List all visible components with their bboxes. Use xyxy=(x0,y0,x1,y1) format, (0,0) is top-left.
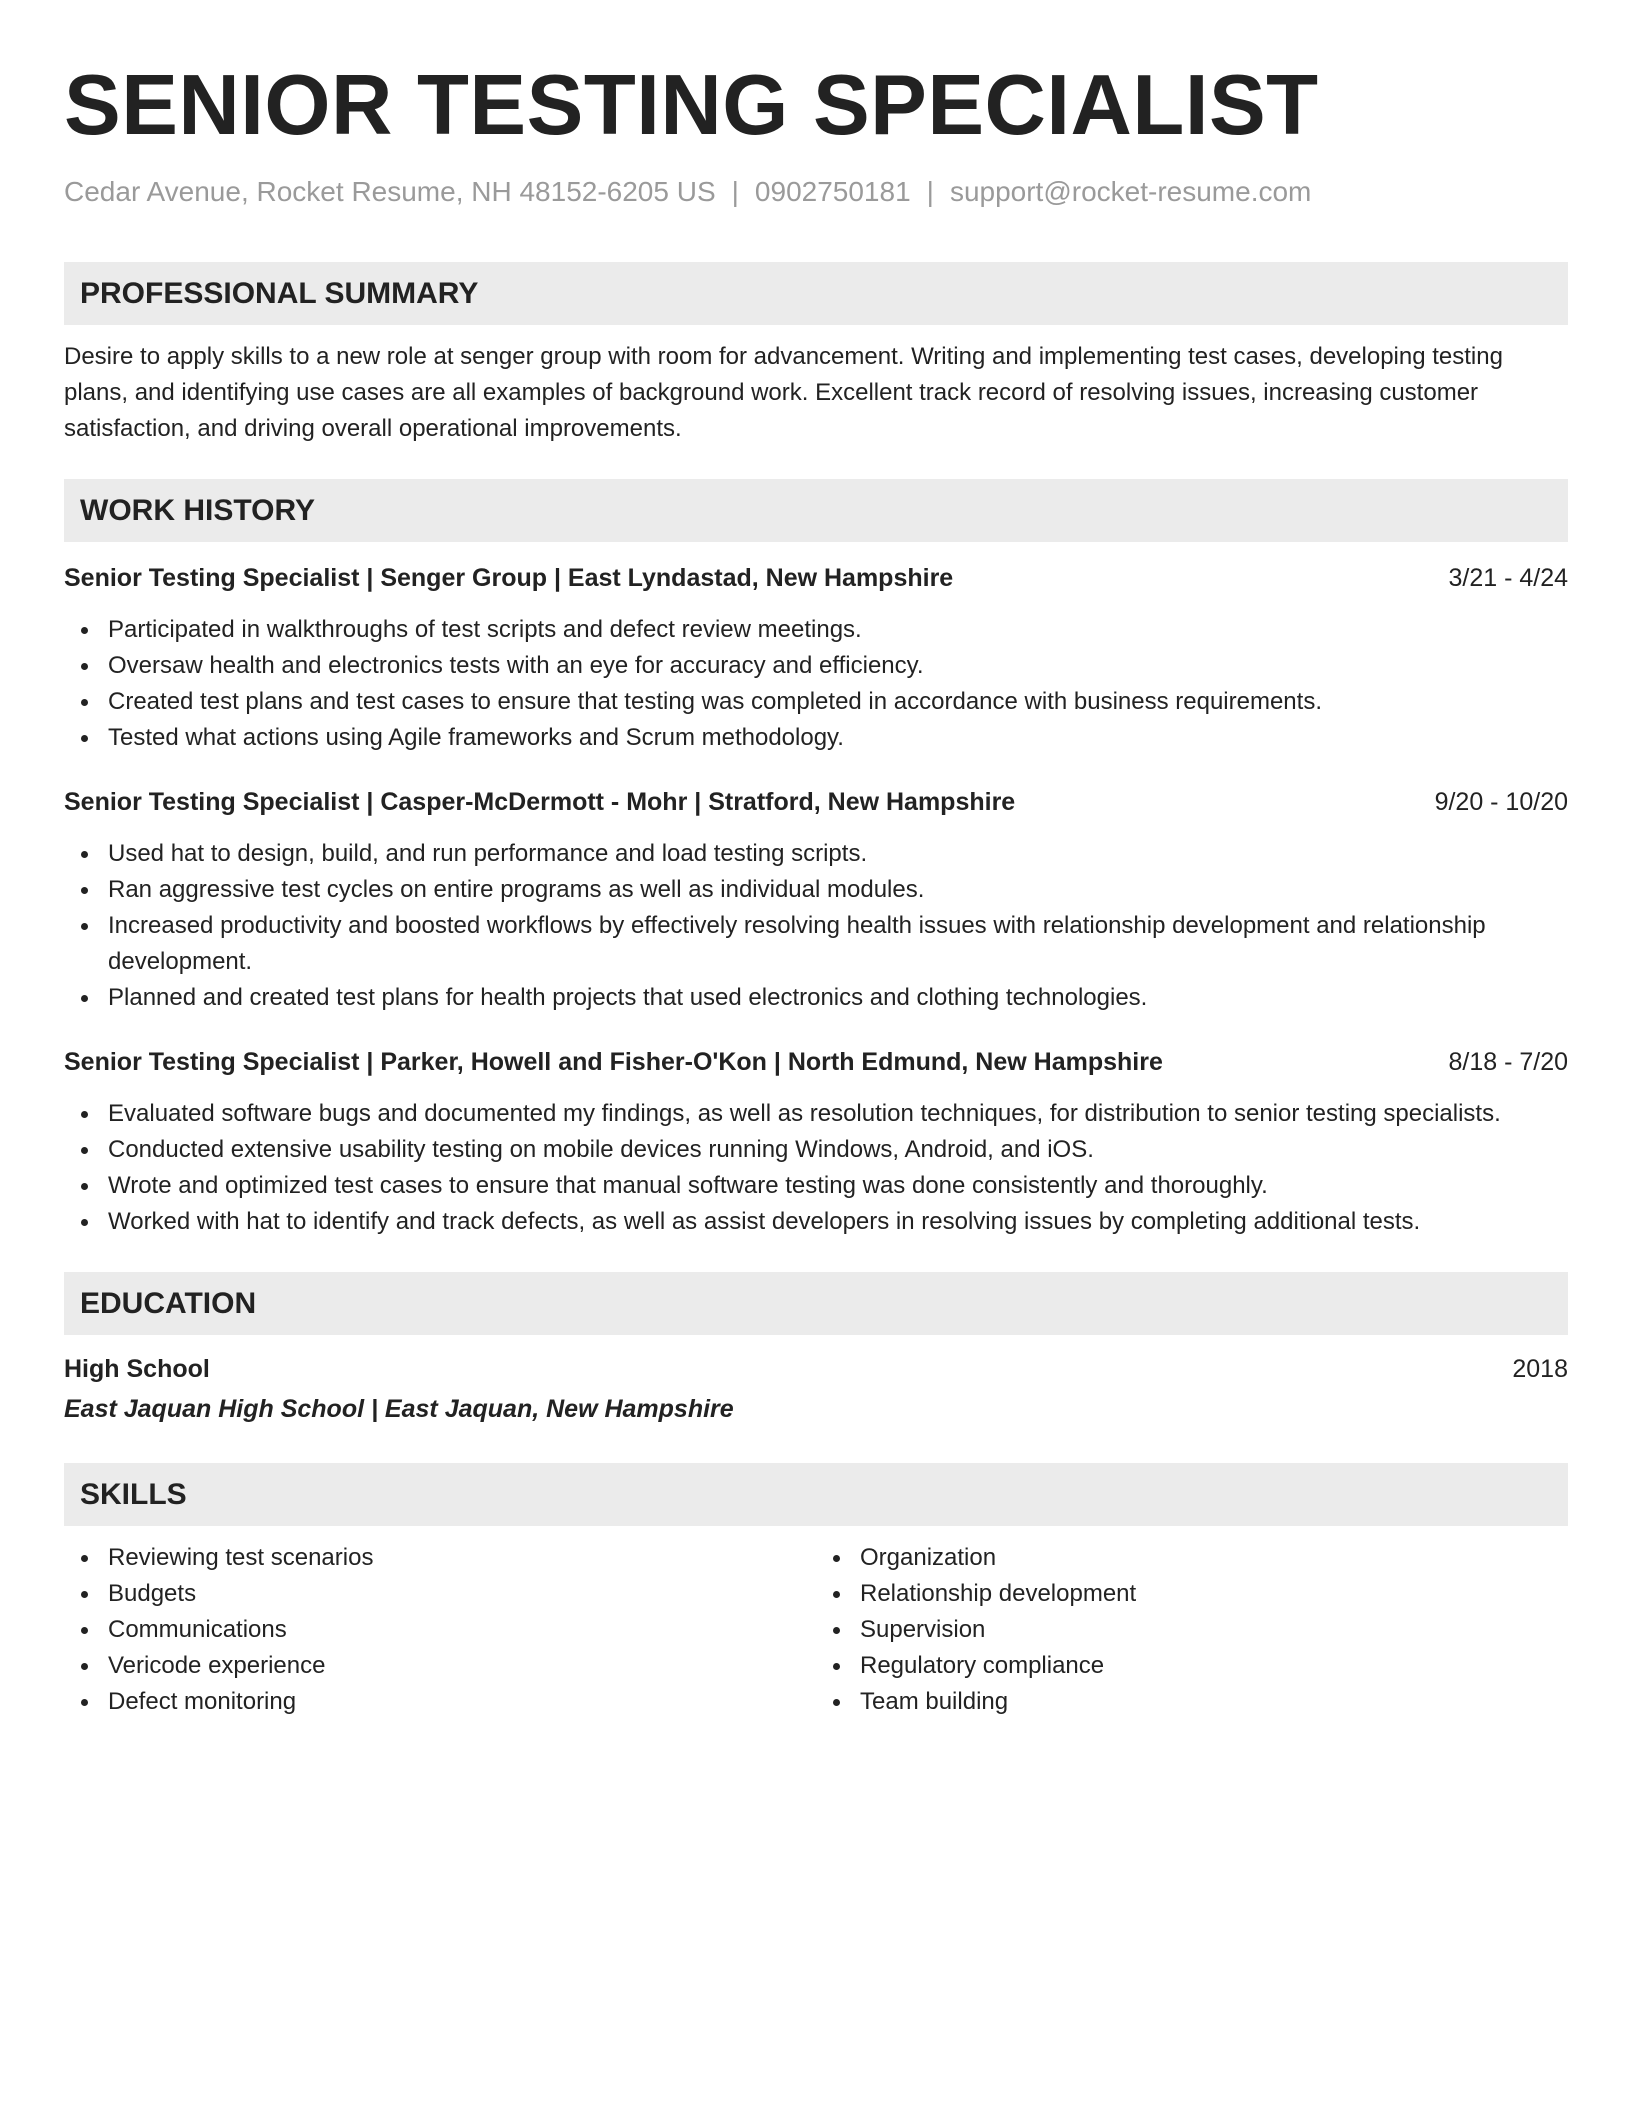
job-bullet: Created test plans and test cases to ensure that testing was completed in accordance with business requirements. xyxy=(64,684,1568,720)
job-bullet: Evaluated software bugs and documented my findings, as well as resolution techniques, for distribution to senior testing specialists. xyxy=(64,1096,1568,1132)
contact-phone: 0902750181 xyxy=(754,176,911,207)
section-header-work-history: WORK HISTORY xyxy=(64,479,1568,542)
education-degree: High School xyxy=(64,1355,210,1383)
skill-item: Budgets xyxy=(64,1576,816,1612)
job-entry xyxy=(64,560,1568,756)
contact-address: Cedar Avenue, Rocket Resume, NH 48152-6205 US xyxy=(64,176,716,207)
job-bullet: Wrote and optimized test cases to ensure that manual software testing was done consistently and thoroughly. xyxy=(64,1168,1568,1204)
job-bullets xyxy=(64,612,1568,756)
job-bullet: Tested what actions using Agile frameworks and Scrum methodology. xyxy=(64,720,1568,756)
education-school: East Jaquan High School | East Jaquan, New Hampshire xyxy=(64,1395,734,1423)
skills-column-right xyxy=(816,1540,1568,1720)
skill-item: Supervision xyxy=(816,1612,1568,1648)
skill-item: Defect monitoring xyxy=(64,1684,816,1720)
job-bullet: Planned and created test plans for health projects that used electronics and clothing technologies. xyxy=(64,980,1568,1016)
education-year: 2018 xyxy=(1512,1355,1568,1383)
section-header-skills: SKILLS xyxy=(64,1463,1568,1526)
contact-separator: | xyxy=(926,176,934,207)
job-heading-row xyxy=(64,784,1568,820)
skills-list xyxy=(816,1540,1568,1720)
job-bullets xyxy=(64,836,1568,1016)
job-bullet: Worked with hat to identify and track defects, as well as assist developers in resolving issues by completing additional tests. xyxy=(64,1204,1568,1240)
skills-list xyxy=(64,1540,816,1720)
section-header-summary: PROFESSIONAL SUMMARY xyxy=(64,262,1568,325)
job-heading-row xyxy=(64,1044,1568,1080)
job-dates: 9/20 - 10/20 xyxy=(1434,788,1568,816)
job-bullet: Participated in walkthroughs of test scripts and defect review meetings. xyxy=(64,612,1568,648)
summary-text: Desire to apply skills to a new role at senger group with room for advancement. Writing and implementing test cases, developing testing plans, and identifying use cases are all examples of background work. Excellent track record of resolving issues, increasing customer satisfaction, and driving overall operational improvements. xyxy=(64,343,1503,442)
skills-columns xyxy=(64,1540,1568,1720)
job-entry xyxy=(64,1044,1568,1240)
contact-separator: | xyxy=(731,176,739,207)
contact-line xyxy=(64,174,1568,210)
job-heading: Senior Testing Specialist | Parker, Howell and Fisher-O'Kon | North Edmund, New Hampshire xyxy=(64,1048,1163,1076)
skill-item: Regulatory compliance xyxy=(816,1648,1568,1684)
job-bullet: Conducted extensive usability testing on mobile devices running Windows, Android, and iOS. xyxy=(64,1132,1568,1168)
skill-item: Reviewing test scenarios xyxy=(64,1540,816,1576)
skills-column-left xyxy=(64,1540,816,1720)
skill-item: Communications xyxy=(64,1612,816,1648)
contact-email: support@rocket-resume.com xyxy=(949,176,1312,207)
job-heading: Senior Testing Specialist | Casper-McDermott - Mohr | Stratford, New Hampshire xyxy=(64,788,1016,816)
candidate-name: SENIOR TESTING SPECIALIST xyxy=(64,58,1319,153)
education-row xyxy=(64,1351,1568,1387)
job-bullet: Increased productivity and boosted workflows by effectively resolving health issues with relationship development and relationship development. xyxy=(64,908,1568,980)
job-dates: 8/18 - 7/20 xyxy=(1448,1048,1568,1076)
skill-item: Relationship development xyxy=(816,1576,1568,1612)
skill-item: Team building xyxy=(816,1684,1568,1720)
job-dates: 3/21 - 4/24 xyxy=(1448,564,1568,592)
section-header-education: EDUCATION xyxy=(64,1272,1568,1335)
job-bullet: Oversaw health and electronics tests with an eye for accuracy and efficiency. xyxy=(64,648,1568,684)
job-bullet: Ran aggressive test cycles on entire programs as well as individual modules. xyxy=(64,872,1568,908)
skill-item: Vericode experience xyxy=(64,1648,816,1684)
job-bullet: Used hat to design, build, and run performance and load testing scripts. xyxy=(64,836,1568,872)
job-heading-row xyxy=(64,560,1568,596)
job-entry xyxy=(64,784,1568,1016)
skill-item: Organization xyxy=(816,1540,1568,1576)
job-bullets xyxy=(64,1096,1568,1240)
job-heading: Senior Testing Specialist | Senger Group | East Lyndastad, New Hampshire xyxy=(64,564,954,592)
